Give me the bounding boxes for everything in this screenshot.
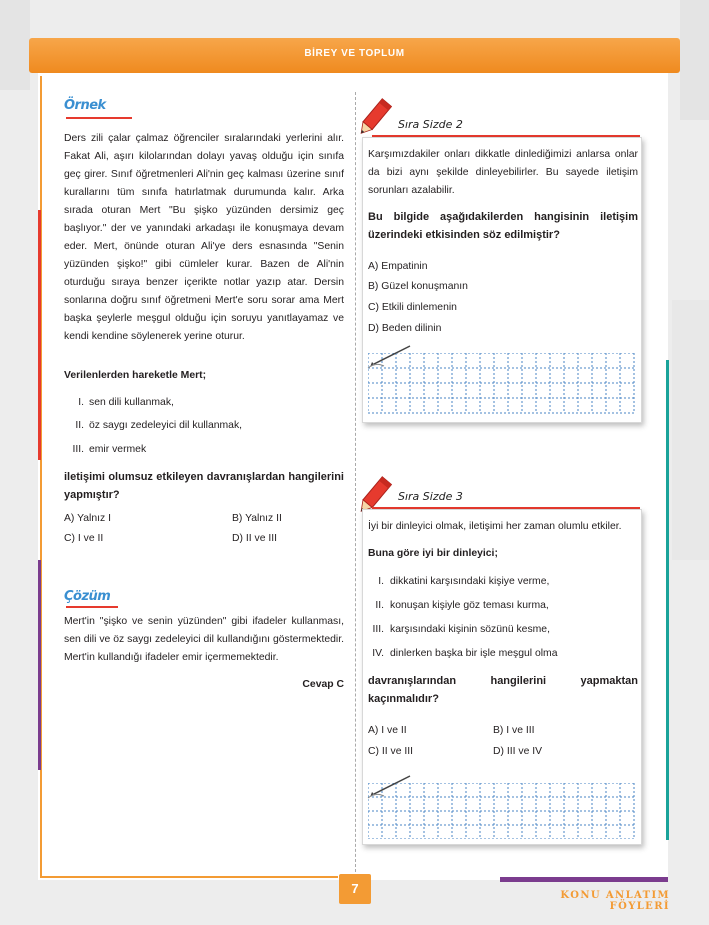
- practice-2-option-b[interactable]: B) Güzel konuşmanın: [368, 281, 468, 292]
- example-item-text: öz saygı zedeleyici dil kullanmak,: [89, 420, 243, 431]
- example-item-num: III.: [72, 444, 84, 455]
- series-title: KONU ANLATIM FÖYLERİ: [560, 890, 670, 912]
- example-item-num: I.: [78, 397, 84, 408]
- solution-tag-underline: [66, 606, 118, 608]
- example-item-num: II.: [75, 420, 84, 431]
- background-tile: [672, 300, 709, 560]
- solution-tag: Çözüm: [64, 589, 111, 604]
- purple-edge-marker: [38, 560, 41, 770]
- bottom-frame-line: [40, 876, 338, 878]
- answer-label: Cevap C: [302, 679, 344, 690]
- example-tag-underline: [66, 117, 132, 119]
- practice-3-option-a[interactable]: A) I ve II: [368, 725, 407, 736]
- example-option-a[interactable]: A) Yalnız I: [64, 513, 111, 524]
- example-paragraph: Ders zili çalar çalmaz öğrenciler sıralarındaki yerlerini alır. Fakat Ali, aşırı kilolarından dolayı yavaş olduğu için sınıfa geç girer. Sınıf öğretmenleri Ali'nin geç kalması üzerine sınıf kurallarını tüm sınıfa hatırlatmak durumunda kalır. Arka sırada oturan Mert "Bu şişko yüzünden dersimiz geç başlıyor." der ve yanındaki arkadaşı ile konuşmaya devam eder. Mert, önünde oturan Ali'ye ders esnasında "Senin yüzünden şişko!" gibi cümleler kurar. Bazen de Ali'nin oturduğu sıraya benzer içerikte notlar yazıp atar. Dersin sonlarına doğru sınıf öğretmeni Mert'e soru sorar ama Mert başka şeylerle meşgul olduğu için soruyu yanıtlayamaz ve kendi kendine söylenerek yerine oturur.: [64, 133, 344, 342]
- chapter-header: [29, 38, 680, 73]
- example-item-text: emir vermek: [89, 444, 147, 455]
- practice-2-option-a[interactable]: A) Empatinin: [368, 261, 428, 272]
- practice-3-question: davranışlarından hangilerini yapmaktan kaçınmalıdır?: [368, 675, 638, 705]
- background-tile: [680, 0, 709, 120]
- solution-text: Mert'in "şişko ve senin yüzünden" gibi ifadeler kullanması, sen dili ve öz saygı zedeleyici dil kullandığını göstermektedir. Mert'in kullandığı ifadeler emir içermemektedir.: [64, 616, 344, 663]
- practice-3-item-text: konuşan kişiyle göz teması kurma,: [390, 600, 549, 611]
- pen-icon: [366, 344, 412, 370]
- practice-3-item-num: I.: [378, 576, 384, 587]
- practice-2-title: Sıra Sizde 2: [398, 118, 463, 131]
- example-item-text: sen dili kullanmak,: [89, 397, 174, 408]
- practice-2-option-d[interactable]: D) Beden dilinin: [368, 323, 442, 334]
- practice-2-question: Bu bilgide aşağıdakilerden hangisinin iletişim üzerindeki etkisinden söz edilmiştir?: [368, 211, 638, 241]
- practice-3-option-b[interactable]: B) I ve III: [493, 725, 535, 736]
- practice-3-item-text: dinlerken başka bir işle meşgul olma: [390, 648, 558, 659]
- practice-3-item-text: karşısındaki kişinin sözünü kesme,: [390, 624, 550, 635]
- red-edge-marker: [38, 210, 41, 460]
- example-option-d[interactable]: D) II ve III: [232, 533, 278, 544]
- practice-2-text: Karşımızdakiler onları dikkatle dinlediğimizi anlarsa onlar da bizi aynı şekilde dinleyebilirler. Bu sayede iletişim sorunları azalabilir.: [368, 149, 638, 196]
- practice-3-item-text: dikkatini karşısındaki kişiye verme,: [390, 576, 550, 587]
- practice-3-option-c[interactable]: C) II ve III: [368, 746, 414, 757]
- footer-bar: [500, 877, 668, 882]
- chapter-title: BİREY VE TOPLUM: [304, 48, 405, 59]
- practice-3-item-num: IV.: [372, 648, 384, 659]
- practice-2-option-c[interactable]: C) Etkili dinlemenin: [368, 302, 457, 313]
- background-tile: [0, 0, 30, 90]
- practice-3-option-d[interactable]: D) III ve IV: [493, 746, 543, 757]
- teal-edge-marker: [666, 360, 669, 840]
- pen-icon: [366, 774, 412, 800]
- example-option-c[interactable]: C) I ve II: [64, 533, 104, 544]
- example-tag: Örnek: [64, 98, 106, 113]
- practice-3-title: Sıra Sizde 3: [398, 490, 463, 503]
- practice-3-lead: Buna göre iyi bir dinleyici;: [368, 548, 498, 559]
- practice-3-item-num: III.: [372, 624, 384, 635]
- example-lead: Verilenlerden hareketle Mert;: [64, 370, 207, 381]
- practice-3-text: İyi bir dinleyici olmak, iletişimi her zaman olumlu etkiler.: [368, 521, 622, 532]
- page-number: 7: [339, 874, 371, 904]
- example-option-b[interactable]: B) Yalnız II: [232, 513, 282, 524]
- practice-3-item-num: II.: [375, 600, 384, 611]
- example-question: iletişimi olumsuz etkileyen davranışlardan hangilerini yapmıştır?: [64, 471, 344, 501]
